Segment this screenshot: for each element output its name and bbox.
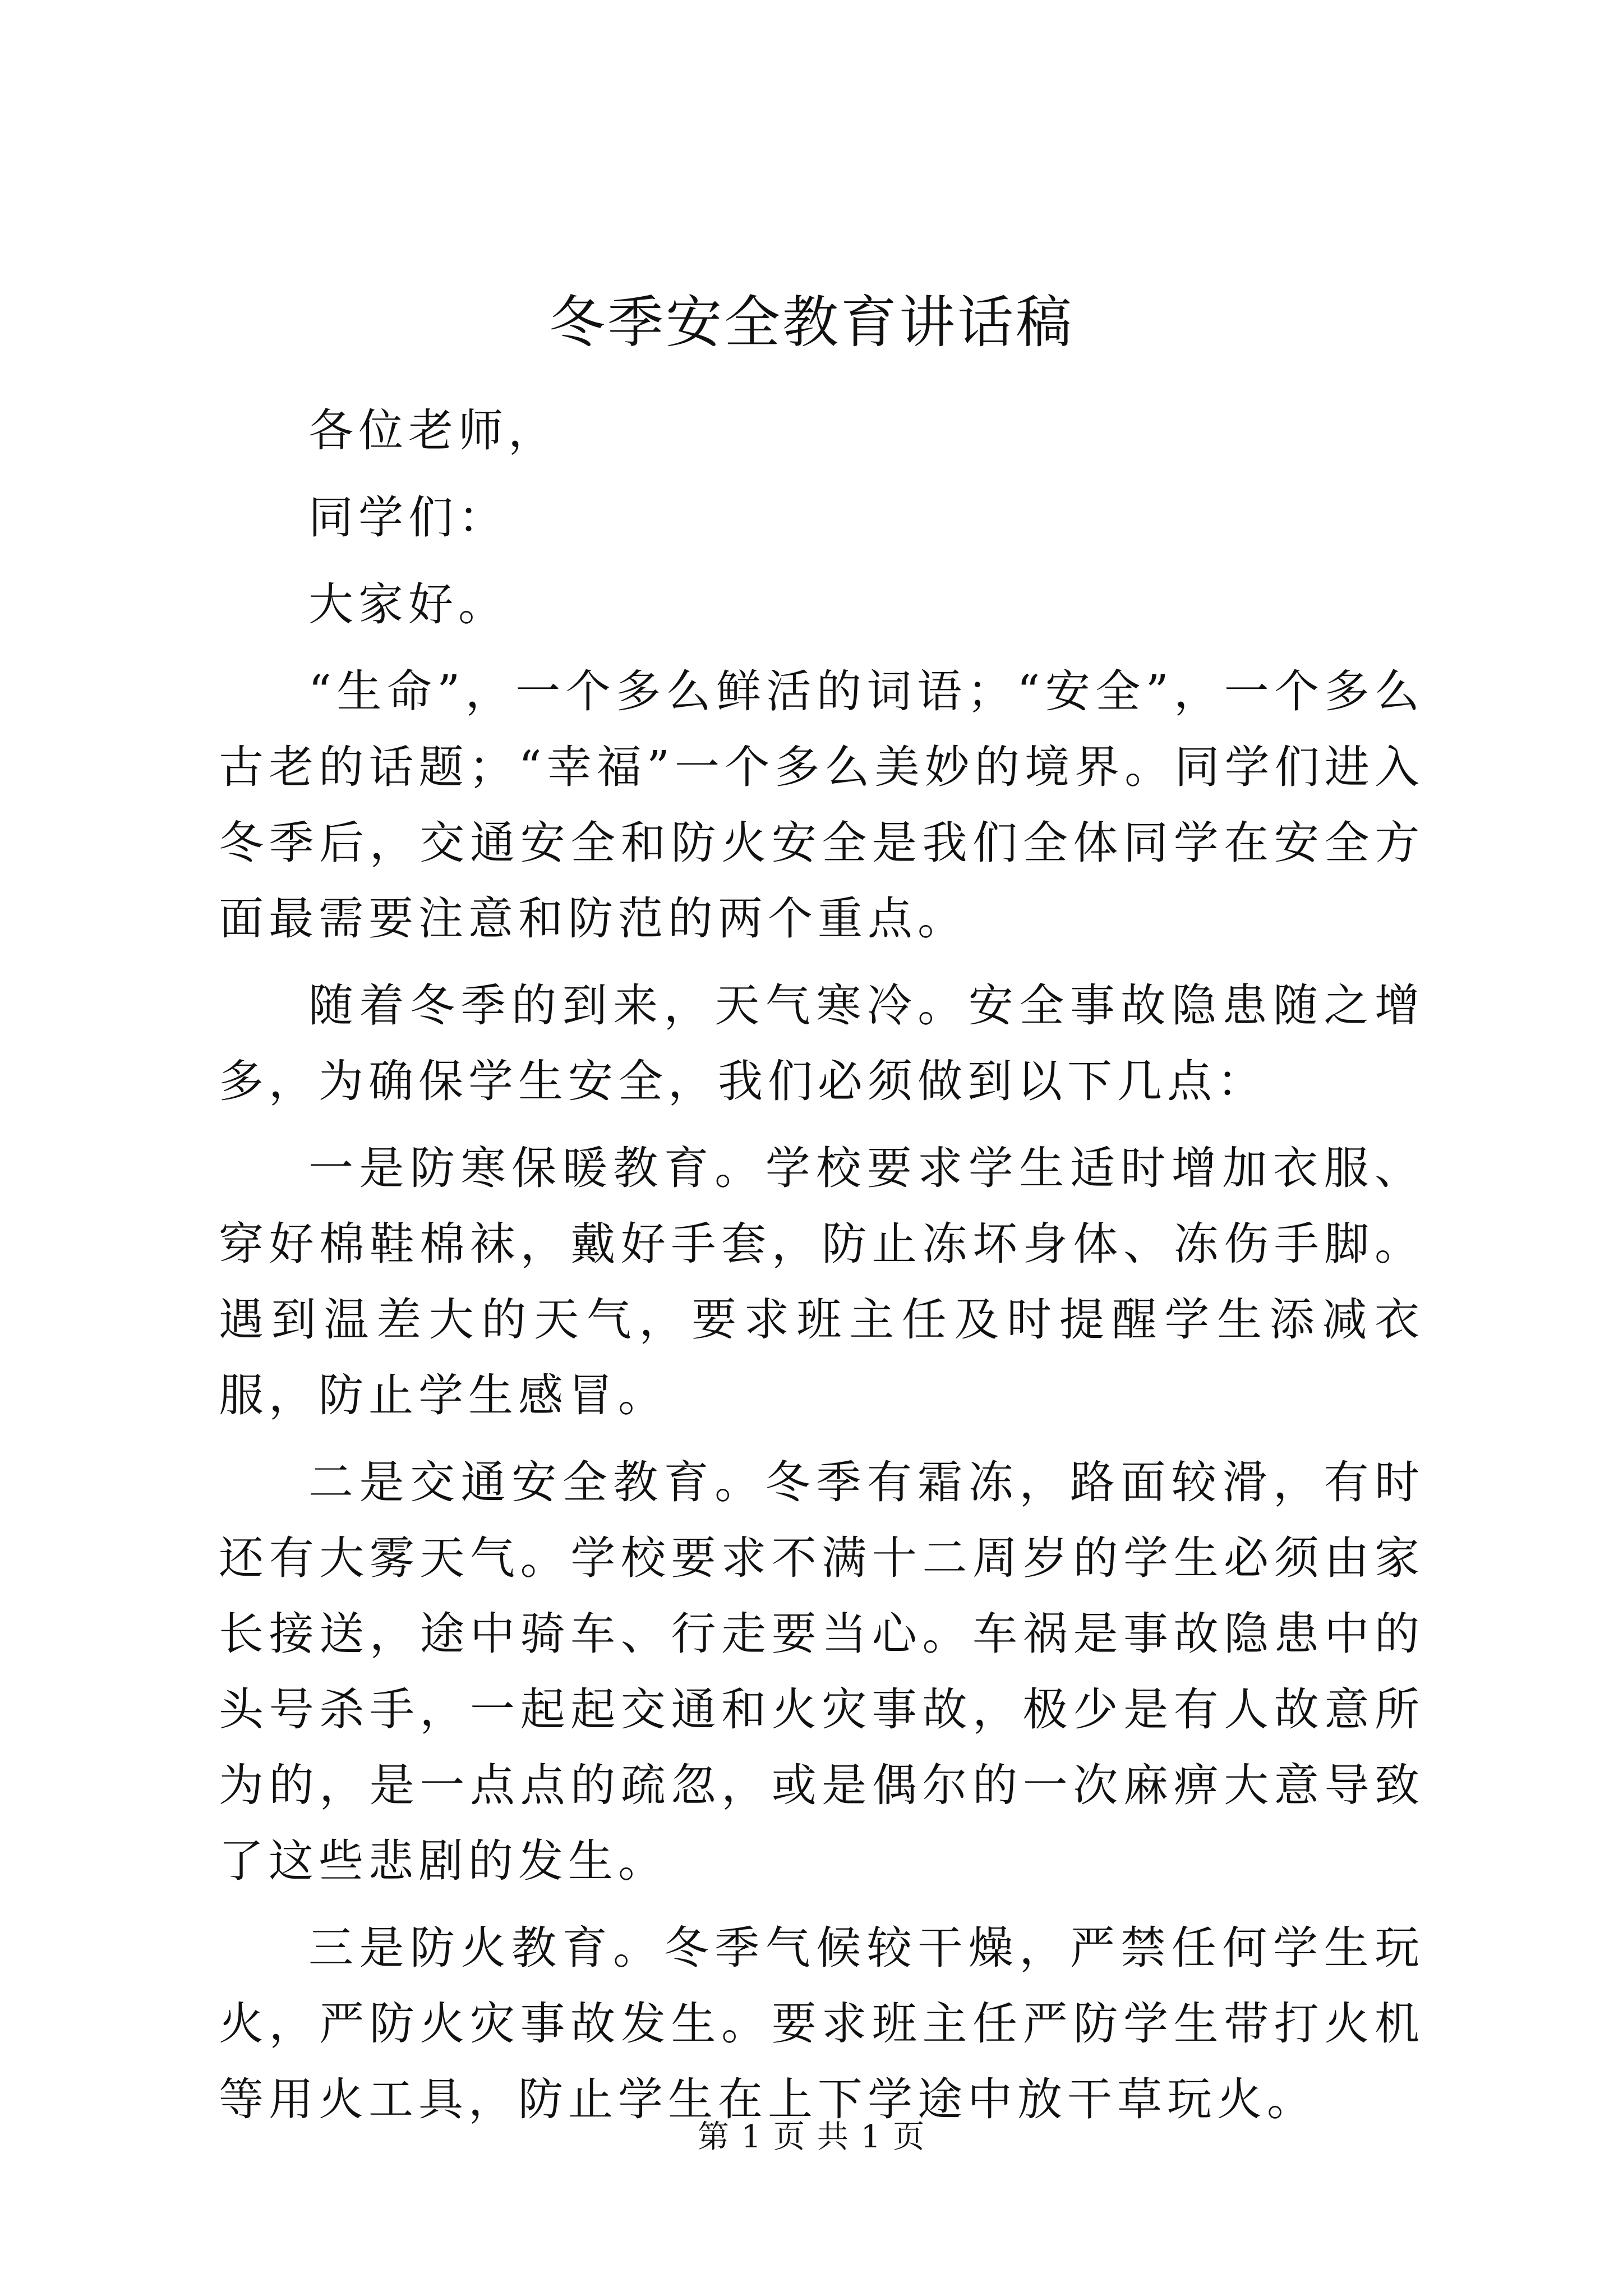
- paragraph-intro: “生命”，一个多么鲜活的词语；“安全”，一个多么古老的话题；“幸福”一个多么美妙的境界。同学们进入冬季后，交通安全和防火安全是我们全体同学在安全方面最需要注意和防范的两个重点。: [219, 665, 1424, 945]
- page-footer: 第 1 页 共 1 页: [697, 2119, 926, 2155]
- paragraph-point-1: 一是防寒保暖教育。学校要求学生适时增加衣服、穿好棉鞋棉袜，戴好手套，防止冻坏身体、冻伤手脚。遇到温差大的天气，要求班主任及时提醒学生添减衣服，防止学生感冒。: [219, 1142, 1424, 1421]
- greeting: 大家好。: [308, 578, 508, 631]
- document-body: [219, 393, 1424, 2148]
- salutation-students: 同学们：: [308, 491, 508, 544]
- paragraph-winter: 随着冬季的到来，天气寒冷。安全事故隐患随之增多，为确保学生安全，我们必须做到以下几点：: [219, 979, 1424, 1107]
- salutation-teachers: 各位老师，: [308, 404, 558, 457]
- paragraph-point-2: 二是交通安全教育。冬季有霜冻，路面较滑，有时还有大雾天气。学校要求不满十二周岁的学生必须由家长接送，途中骑车、行走要当心。车祸是事故隐患中的头号杀手，一起起交通和火灾事故，极少是有人故意所为的，是一点点的疏忽，或是偶尔的一次麻痹大意导致了这些悲剧的发生。: [219, 1456, 1424, 1887]
- document-title: 冬季安全教育讲话稿: [549, 289, 1074, 355]
- paragraph-point-3: 三是防火教育。冬季气候较干燥，严禁任何学生玩火，严防火灾事故发生。要求班主任严防学生带打火机等用火工具，防止学生在上下学途中放干草玩火。: [219, 1922, 1424, 2125]
